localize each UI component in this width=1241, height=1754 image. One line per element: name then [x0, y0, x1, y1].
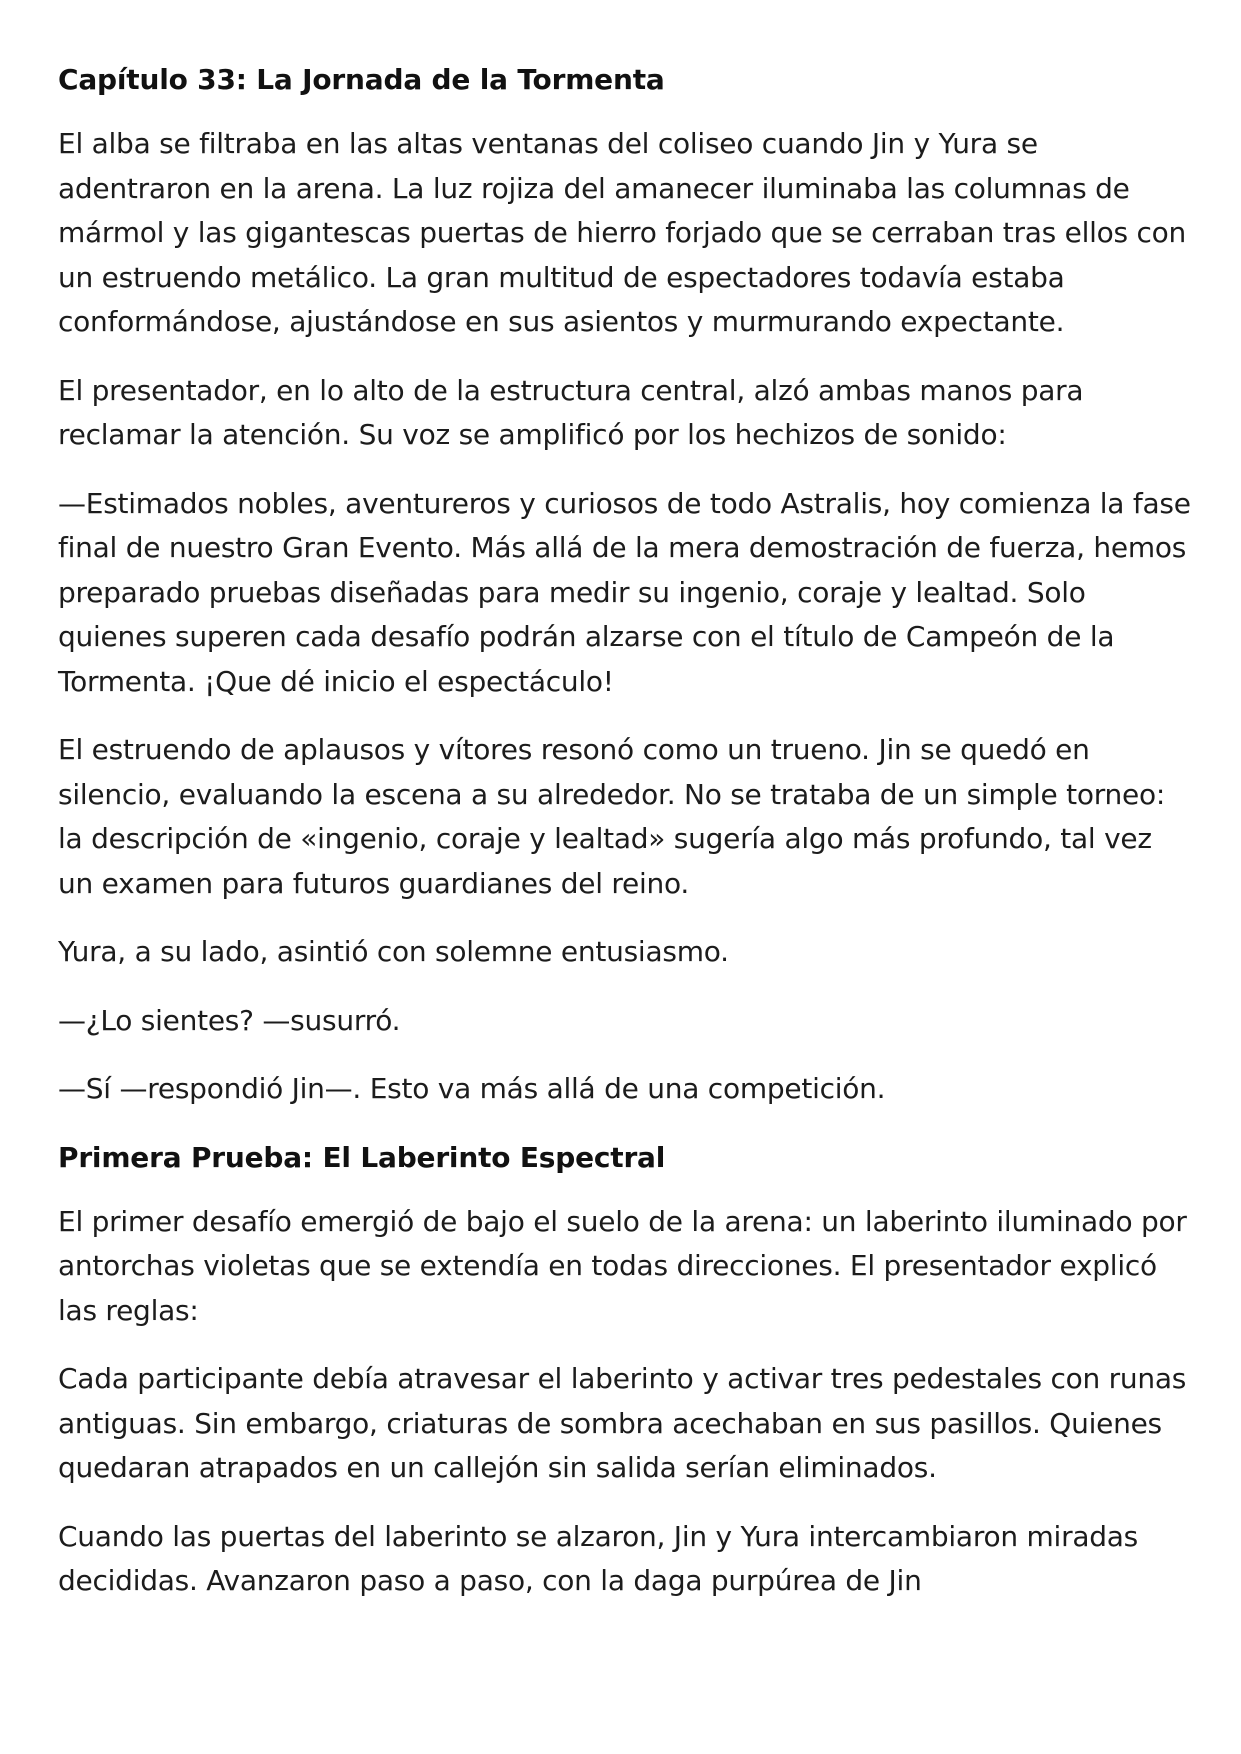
- paragraph: Yura, a su lado, asintió con solemne entusiasmo.: [58, 935, 729, 968]
- paragraph: —Estimados nobles, aventureros y curiosos de todo Astralis, hoy comienza la fase final de nuestro Gran Evento. Más allá de la mera demostración de fuerza, hemos preparado pruebas diseñadas para medir su ingenio, coraje y lealtad. Solo quienes superen cada desafío podrán alzarse con el título de Campeón de la Tormenta. ¡Que dé inicio el espectáculo!: [58, 486, 1191, 698]
- chapter-title: Capítulo 33: La Jornada de la Tormenta: [58, 63, 665, 96]
- section-title: Primera Prueba: El Laberinto Espectral: [58, 1140, 666, 1174]
- paragraph: Cuando las puertas del laberinto se alzaron, Jin y Yura intercambiaron miradas decididas. Avanzaron paso a paso, con la daga purpúrea de Jin: [58, 1519, 1139, 1597]
- paragraph: —¿Lo sientes? —susurró.: [58, 1003, 401, 1037]
- paragraph: El alba se filtraba en las altas ventanas del coliseo cuando Jin y Yura se adentraron en la arena. La luz rojiza del amanecer iluminaba las columnas de mármol y las gigantescas puertas de hierro forjado que se cerraban tras ellos con un estruendo metálico. La gran multitud de espectadores todavía estaba conformándose, ajustándose en sus asientos y murmurando expectante.: [58, 127, 1187, 338]
- paragraph: El presentador, en lo alto de la estructura central, alzó ambas manos para reclamar la atención. Su voz se amplificó por los hechizos de sonido:: [58, 373, 1084, 451]
- paragraph: —Sí —respondió Jin—. Esto va más allá de una competición.: [58, 1072, 886, 1105]
- paragraph: Cada participante debía atravesar el laberinto y activar tres pedestales con runas antiguas. Sin embargo, criaturas de sombra acechaban en sus pasillos. Quienes quedaran atrapados en un callejón sin salida serían eliminados.: [58, 1362, 1187, 1484]
- paragraph: El primer desafío emergió de bajo el suelo de la arena: un laberinto iluminado por antorchas violetas que se extendía en todas direcciones. El presentador explicó las reglas:: [58, 1204, 1187, 1327]
- paragraph: El estruendo de aplausos y vítores resonó como un trueno. Jin se quedó en silencio, evaluando la escena a su alrededor. No se trataba de un simple torneo: la descripción de «ingenio, coraje y lealtad» sugería algo más profundo, tal vez un examen para futuros guardianes del reino.: [58, 733, 1166, 900]
